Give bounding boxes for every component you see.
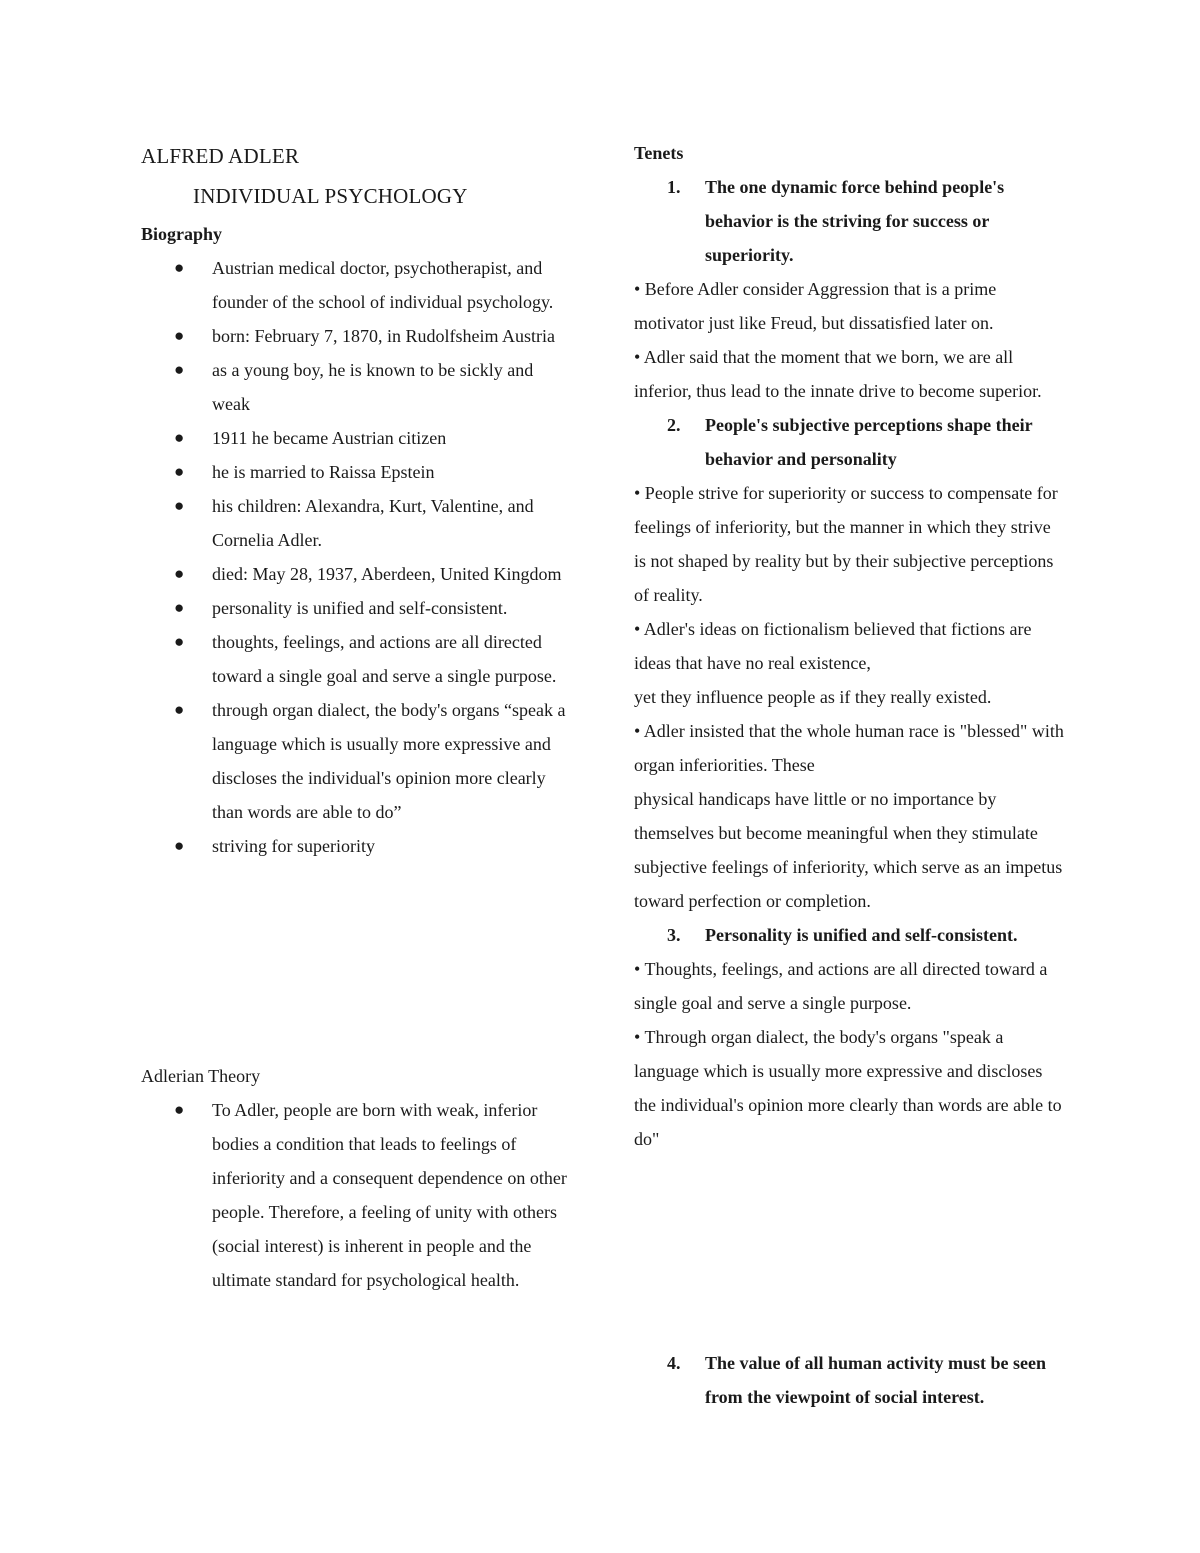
tenet-3: 3. Personality is unified and self-consistent. (667, 925, 1018, 945)
tenet-3-point: • Through organ dialect, the body's organs "speak a language which is usually more expressive and discloses the individual's opinion more clearly than words are able to do" (634, 1027, 1062, 1149)
bullet-icon: ● (174, 700, 185, 719)
tenet-2-point: yet they influence people as if they really existed. (634, 687, 992, 707)
list-item: ● as a young boy, he is known to be sickly and weak (141, 353, 571, 421)
list-item: ● personality is unified and self-consistent. (141, 591, 571, 625)
tenet-3-point: • Thoughts, feelings, and actions are all directed toward a single goal and serve a single purpose. (634, 959, 1048, 1013)
bullet-icon: ● (174, 258, 185, 277)
bullet-icon: ● (174, 1100, 185, 1119)
list-item: ● To Adler, people are born with weak, inferior bodies a condition that leads to feelings of inferiority and a consequent dependence on other people. Therefore, a feeling of unity with others (social interest) is inherent in people and the ultimate standard for psychological health. (141, 1093, 571, 1297)
bullet-icon: ● (174, 462, 185, 481)
bullet-icon: ● (174, 598, 185, 617)
list-item: ● Austrian medical doctor, psychotherapist, and founder of the school of individual psychology. (141, 251, 571, 319)
tenets-heading: Tenets (634, 143, 684, 163)
list-item: ● 1911 he became Austrian citizen (141, 421, 571, 455)
adlerian-list (141, 1093, 571, 1297)
tenet-1-point: • Adler said that the moment that we born, we are all inferior, thus lead to the innate drive to become superior. (634, 347, 1042, 401)
biography-list (141, 251, 571, 863)
bullet-icon: ● (174, 836, 185, 855)
list-item: ● died: May 28, 1937, Aberdeen, United Kingdom (141, 557, 571, 591)
document-title: ALFRED ADLER (141, 144, 300, 168)
tenet-1-point: • Before Adler consider Aggression that is a prime motivator just like Freud, but dissatisfied later on. (634, 279, 997, 333)
adlerian-heading: Adlerian Theory (141, 1066, 261, 1086)
tenet-2-point: • People strive for superiority or success to compensate for feelings of inferiority, but the manner in which they strive is not shaped by reality but by their subjective perceptions of reality. (634, 483, 1058, 605)
list-item: ● through organ dialect, the body's organs “speak a language which is usually more expressive and discloses the individual's opinion more clearly than words are able to do” (141, 693, 571, 829)
tenet-1: 1. The one dynamic force behind people's behavior is the striving for success or superiority. (667, 177, 1005, 265)
list-item: ● born: February 7, 1870, in Rudolfsheim Austria (141, 319, 571, 353)
list-item: ● his children: Alexandra, Kurt, Valentine, and Cornelia Adler. (141, 489, 571, 557)
tenet-2-point: physical handicaps have little or no importance by themselves but become meaningful when they stimulate subjective feelings of inferiority, which serve as an impetus toward perfection or completion. (634, 789, 1063, 911)
document-subtitle: INDIVIDUAL PSYCHOLOGY (193, 184, 468, 208)
bullet-icon: ● (174, 564, 185, 583)
tenet-2-point: • Adler insisted that the whole human race is "blessed" with organ inferiorities. These (634, 721, 1064, 775)
tenet-4-block (634, 1346, 1064, 1414)
biography-heading: Biography (141, 224, 223, 244)
tenets-block (634, 170, 1064, 1156)
bullet-icon: ● (174, 360, 185, 379)
bullet-icon: ● (174, 326, 185, 345)
list-item: ● thoughts, feelings, and actions are all directed toward a single goal and serve a single purpose. (141, 625, 571, 693)
bullet-icon: ● (174, 496, 185, 515)
tenet-2-point: • Adler's ideas on fictionalism believed that fictions are ideas that have no real existence, (634, 619, 1032, 673)
list-item: ● striving for superiority (141, 829, 571, 863)
list-item: ● he is married to Raissa Epstein (141, 455, 571, 489)
tenet-2: 2. People's subjective perceptions shape their behavior and personality (667, 415, 1033, 469)
bullet-icon: ● (174, 428, 185, 447)
bullet-icon: ● (174, 632, 185, 651)
tenet-4: 4. The value of all human activity must be seen from the viewpoint of social interest. (667, 1353, 1047, 1407)
